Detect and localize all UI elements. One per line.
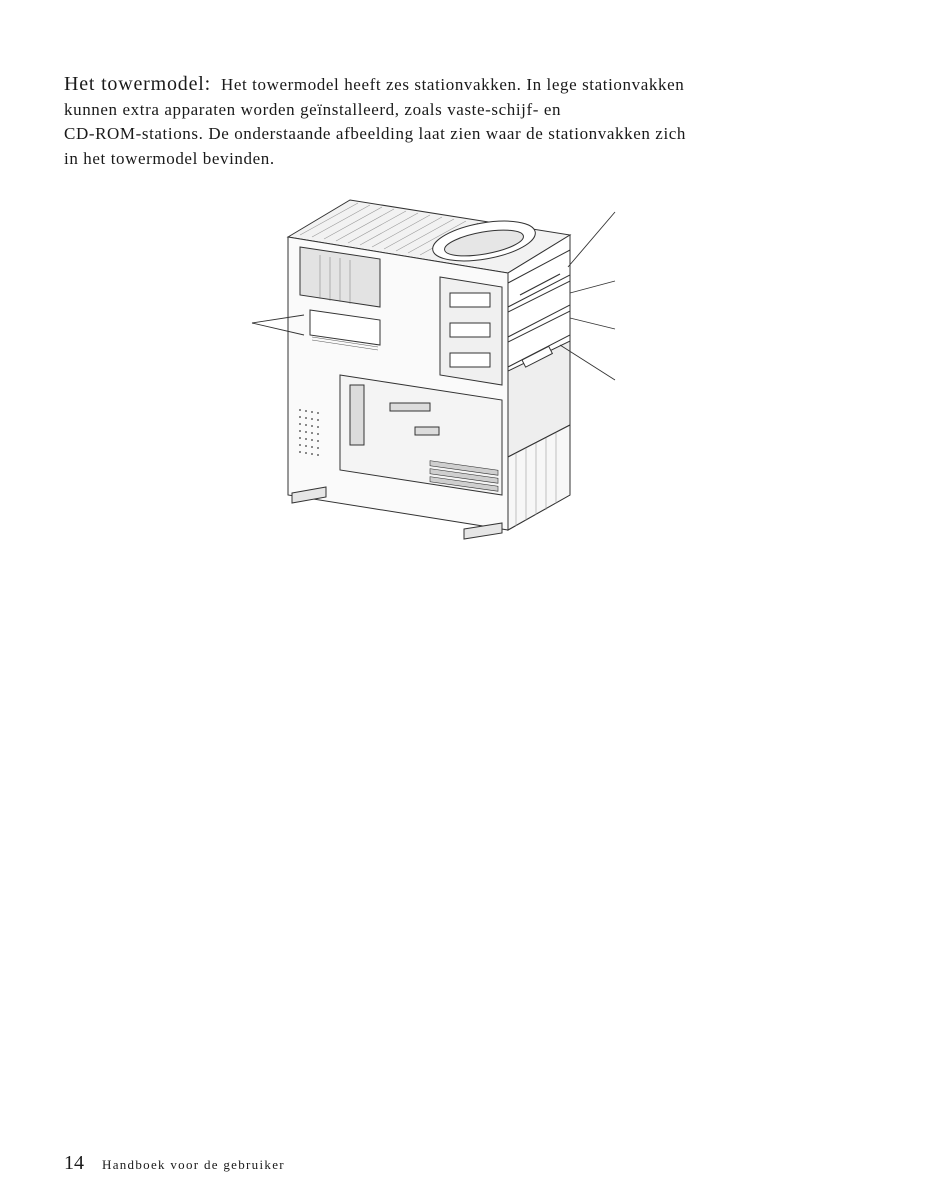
run-in-heading: Het towermodel: — [64, 73, 211, 95]
intro-paragraph — [64, 72, 824, 171]
book-title: Handboek voor de gebruiker — [102, 1157, 285, 1172]
intro-line-2: kunnen extra apparaten worden geïnstalleerd, zoals vaste-schijf- en — [64, 99, 562, 119]
page-number: 14 — [64, 1152, 84, 1174]
intro-line-4: in het towermodel bevinden. — [64, 148, 275, 168]
page-footer — [64, 1152, 285, 1175]
intro-text-1: Het towermodel heeft zes stationvakken. In lege stationvakken — [220, 75, 685, 94]
intro-line-1 — [64, 72, 824, 98]
intro-line-3: CD-ROM-stations. De onderstaande afbeelding laat zien waar de stationvakken zich — [64, 124, 687, 143]
tower-computer-illustration — [240, 195, 620, 555]
